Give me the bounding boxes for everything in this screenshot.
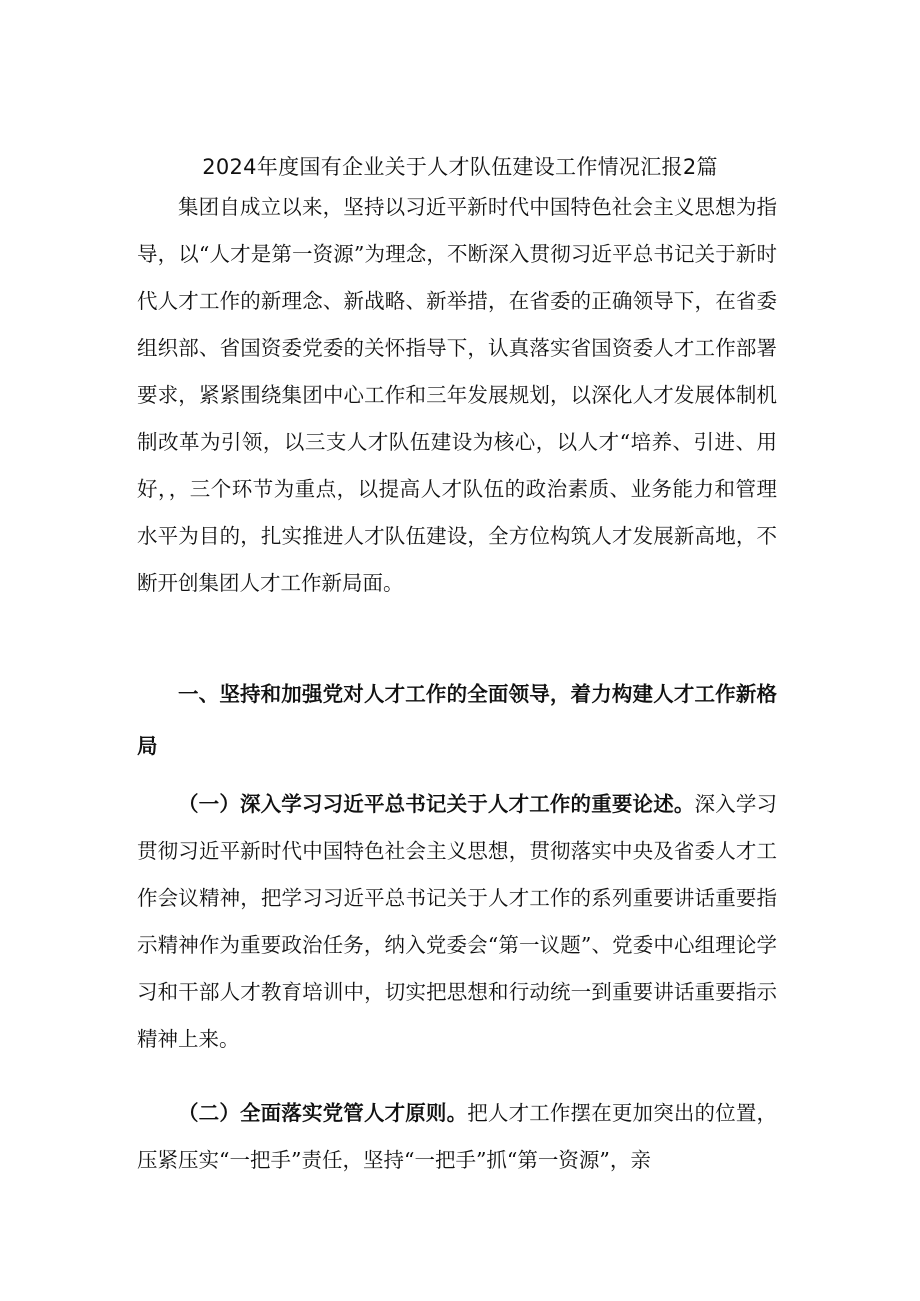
item-lead-2: （二）全面落实党管人才原则。 [178,1101,468,1125]
document-title: 2024年度国有企业关于人才队伍建设工作情况汇报2篇 [202,155,718,179]
item-lead-1: （一）深入学习习近平总书记关于人才工作的重要论述。 [178,792,695,816]
item-body-1: 深入学习贯彻习近平新时代中国特色社会主义思想，贯彻落实中央及省委人才工作会议精神，把学习习近平总书记关于人才工作的系列重要讲话重要指示精神作为重要政治任务，纳入党委会“第一议题”、党委中心组理论学习和干部人才教育培训中，切实把思想和行动统一到重要讲话重要指示精神上来。 [137,792,778,1051]
item-paragraph-1 [137,781,777,1063]
section-heading-1: 一、坚持和加强党对人才工作的全面领导，着力构建人才工作新格局 [137,682,777,758]
intro-paragraph: 集团自成立以来，坚持以习近平新时代中国特色社会主义思想为指导，以“人才是第一资源”为理念，不断深入贯彻习近平总书记关于新时代人才工作的新理念、新战略、新举措，在省委的正确领导下，在省委组织部、省国资委党委的关怀指导下，认真落实省国资委人才工作部署要求，紧紧围绕集团中心工作和三年发展规划，以深化人才发展体制机制改革为引领，以三支人才队伍建设为核心，以人才“培养、引进、用好，，三个环节为重点，以提高人才队伍的政治素质、业务能力和管理水平为目的，扎实推进人才队伍建设，全方位构筑人才发展新高地，不断开创集团人才工作新局面。 [137,195,777,595]
item-body-2: 把人才工作摆在更加突出的位置，压紧压实“一把手”责任，坚持“一把手”抓“第一资源”，亲 [137,1101,777,1172]
item-paragraph-2 [137,1090,777,1184]
